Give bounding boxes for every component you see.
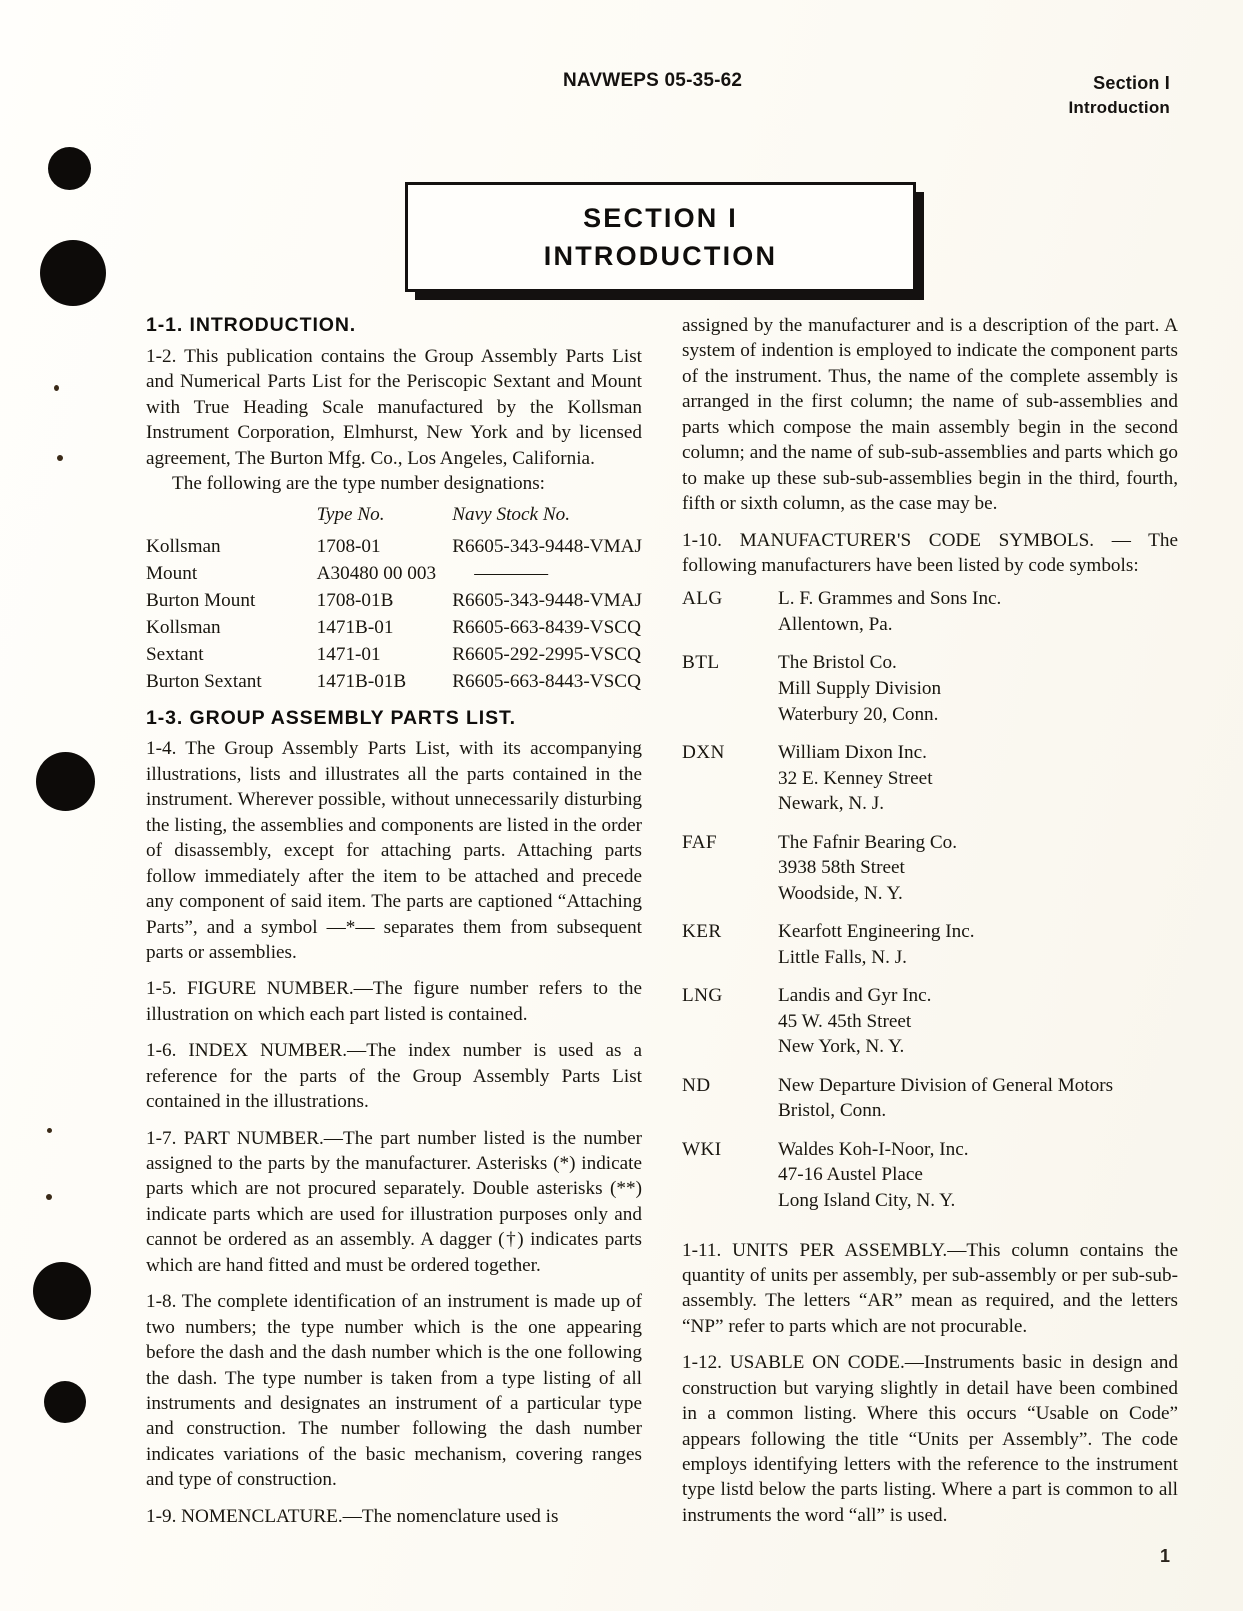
manufacturer-address bbox=[778, 1137, 1113, 1214]
left-column bbox=[146, 313, 642, 1529]
manufacturer-row bbox=[682, 983, 1113, 1073]
manufacturer-address bbox=[778, 919, 1113, 983]
paragraph-1-9: 1-9. NOMENCLATURE.—The nomenclature used is bbox=[146, 1505, 559, 1527]
speck-artifact bbox=[46, 1194, 52, 1200]
col-header-type-no: Type No. bbox=[316, 504, 385, 526]
manufacturer-code: KER bbox=[682, 921, 722, 943]
punch-hole-artifact bbox=[40, 240, 106, 306]
title-box-frame bbox=[405, 182, 916, 292]
manufacturer-address bbox=[778, 1073, 1113, 1137]
manufacturer-address-line: Woodside, N. Y. bbox=[778, 882, 903, 904]
type-number-table-header-row bbox=[146, 502, 642, 533]
type-row-navy-stock-no: R6605-292-2995-VSCQ bbox=[452, 643, 641, 665]
type-number-table bbox=[146, 502, 642, 695]
punch-hole-artifact bbox=[36, 752, 95, 811]
type-row-navy-stock-no: R6605-663-8443-VSCQ bbox=[452, 670, 641, 692]
type-row-navy-stock-no: R6605-343-9448-VMAJ bbox=[452, 535, 642, 557]
manufacturer-address-line: Long Island City, N. Y. bbox=[778, 1190, 956, 1211]
paragraph-1-9-continued: assigned by the manufacturer and is a description of the part. A system of indention is employed to indicate the component parts of the instrument. Thus, the name of the complete assembly is arranged in the first column; the name of sub-assemblies and parts which compose the main assembly begin in the second column; and the name of sub-sub-assemblies and parts which go to make up these sub-sub-assemblies begin in the third, fourth, fifth or sixth column, as the case may be. bbox=[682, 315, 1178, 515]
type-row-name: Burton Mount bbox=[146, 589, 256, 611]
section-label: Section I bbox=[1093, 73, 1170, 93]
punch-hole-artifact bbox=[44, 1381, 86, 1423]
manufacturer-row bbox=[682, 586, 1113, 650]
paragraph-1-2: 1-2. This publication contains the Group Assembly Parts List and Numerical Parts List for the Periscopic Sextant and Mount with True Heading Scale manufactured by the Kollsman Instrument Corporation, Elmhurst, New York and by licensed agreement, The Burton Mfg. Co., Los Angeles, California. bbox=[146, 345, 642, 469]
speck-artifact bbox=[57, 455, 63, 461]
manufacturer-code: ND bbox=[682, 1074, 711, 1096]
heading-1-3: 1-3. GROUP ASSEMBLY PARTS LIST. bbox=[146, 706, 516, 729]
heading-1-1: 1-1. INTRODUCTION. bbox=[146, 314, 357, 336]
type-row-name: Mount bbox=[146, 562, 198, 584]
type-row-name: Kollsman bbox=[146, 616, 221, 638]
manufacturer-address bbox=[778, 830, 1113, 920]
paragraph-1-12: 1-12. USABLE ON CODE.—Instruments basic in design and construction but varying slightly in detail have been combined in a common listing. Where this occurs “Usable on Code” appears following the title “Units per Assembly”. The code employs identifying letters with the reference to the instrument type listd below the parts listing. Where a part is common to all instruments the word “all” is used. bbox=[682, 1352, 1178, 1526]
paragraph-1-4: 1-4. The Group Assembly Parts List, with its accompanying illustrations, lists and illustrates all the parts contained in the instrument. Wherever possible, without unnecessarily disturbing the listing, the assemblies and components are listed in the order of disassembly, except for attaching parts. Attaching parts follow immediately after the item to be attached and precede any component of said item. The parts are captioned “Attaching Parts”, and a symbol —*— separates them from subsequent parts or assemblies. bbox=[146, 738, 642, 963]
manufacturer-address-line: Waldes Koh-I-Noor, Inc. bbox=[778, 1138, 969, 1160]
type-row-name: Sextant bbox=[146, 643, 204, 665]
manufacturer-address bbox=[778, 740, 1113, 830]
manufacturer-address-line: Newark, N. J. bbox=[778, 793, 885, 815]
speck-artifact bbox=[54, 385, 59, 391]
type-row-navy-stock-no: R6605-343-9448-VMAJ bbox=[452, 589, 642, 611]
paragraph-1-10: 1-10. MANUFACTURER'S CODE SYMBOLS. — The following manufacturers have been listed by code symbols: bbox=[682, 529, 1178, 576]
paragraph-1-11: 1-11. UNITS PER ASSEMBLY.—This column contains the quantity of units per assembly, per sub-assembly or per sub-sub-assembly. The letters “AR” mean as required, and the letters “NP” refer to parts which are not procurable. bbox=[682, 1239, 1178, 1337]
manufacturer-address-line: Bristol, Conn. bbox=[778, 1100, 887, 1122]
paragraph-1-7: 1-7. PART NUMBER.—The part number listed is the number assigned to the parts by the manufacturer. Asterisks (*) indicate parts which are not procured separately. Double asterisks (**) indicate parts which are used for illustration purposes only and cannot be ordered as an assembly. A dagger (†) indicates parts which are hand fitted and must be ordered together. bbox=[146, 1127, 642, 1276]
manufacturer-code-table bbox=[682, 586, 1113, 1213]
page-number: 1 bbox=[1159, 1546, 1170, 1566]
document-number: NAVWEPS 05-35-62 bbox=[563, 70, 743, 91]
manufacturer-address-line: New York, N. Y. bbox=[778, 1036, 905, 1058]
type-number-row bbox=[146, 669, 642, 696]
manufacturer-row bbox=[682, 830, 1113, 920]
manufacturer-code-table-body bbox=[682, 586, 1113, 1213]
manufacturer-address-line: 45 W. 45th Street bbox=[778, 1010, 912, 1032]
paragraph-following-intro: The following are the type number designations: bbox=[172, 473, 545, 495]
manufacturer-address-line: The Bristol Co. bbox=[778, 652, 897, 674]
manufacturer-address-line: Kearfott Engineering Inc. bbox=[778, 921, 975, 943]
manufacturer-address-line: William Dixon Inc. bbox=[778, 742, 927, 764]
punch-hole-artifact bbox=[48, 147, 91, 190]
type-number-row bbox=[146, 588, 642, 615]
paragraph-1-8: 1-8. The complete identification of an instrument is made up of two numbers; the type number which is the one appearing before the dash and the dash number which is the one following the dash. The type number is taken from a type listing of all instruments and designates an instrument of a particular type and construction. The number following the dash number indicates variations of the basic mechanism, covering ranges and type of construction. bbox=[146, 1291, 642, 1491]
type-number-row bbox=[146, 534, 642, 561]
manufacturer-address-line: 47-16 Austel Place bbox=[778, 1164, 923, 1186]
manufacturer-code: FAF bbox=[682, 831, 717, 853]
manufacturer-row bbox=[682, 740, 1113, 830]
type-number-row bbox=[146, 642, 642, 669]
manufacturer-address bbox=[778, 650, 1113, 740]
type-row-name: Burton Sextant bbox=[146, 670, 262, 692]
section-title-line1: SECTION I bbox=[583, 202, 738, 233]
manufacturer-code: WKI bbox=[682, 1138, 722, 1160]
section-title-line2: INTRODUCTION bbox=[543, 241, 778, 271]
type-row-type-no: 1708-01 bbox=[316, 535, 381, 557]
col-header-name bbox=[146, 502, 317, 533]
speck-artifact bbox=[47, 1128, 52, 1133]
manufacturer-address-line: Little Falls, N. J. bbox=[778, 946, 907, 968]
type-number-row bbox=[146, 561, 642, 588]
right-column bbox=[682, 313, 1178, 1528]
manufacturer-row bbox=[682, 919, 1113, 983]
type-row-type-no: 1471B-01 bbox=[316, 616, 394, 638]
manufacturer-address-line: L. F. Grammes and Sons Inc. bbox=[778, 588, 1002, 610]
type-number-row bbox=[146, 615, 642, 642]
type-row-type-no: 1471B-01B bbox=[316, 670, 407, 692]
manufacturer-row bbox=[682, 1137, 1113, 1214]
manufacturer-code: BTL bbox=[682, 652, 720, 674]
type-row-name: Kollsman bbox=[146, 535, 221, 557]
col-header-navy-stock-no: Navy Stock No. bbox=[452, 504, 571, 526]
type-row-navy-stock-no: ———— bbox=[474, 562, 547, 584]
manufacturer-address bbox=[778, 983, 1113, 1073]
manufacturer-code: ALG bbox=[682, 588, 723, 610]
type-row-navy-stock-no: R6605-663-8439-VSCQ bbox=[452, 616, 641, 638]
manufacturer-address-line: 3938 58th Street bbox=[778, 857, 905, 879]
manufacturer-address-line: The Fafnir Bearing Co. bbox=[778, 831, 958, 853]
manufacturer-address-line: Mill Supply Division bbox=[778, 677, 942, 699]
manufacturer-code: DXN bbox=[682, 742, 725, 764]
manufacturer-address-line: New Departure Division of General Motors bbox=[778, 1074, 1114, 1096]
punch-hole-artifact bbox=[33, 1262, 91, 1320]
type-number-table-body bbox=[146, 534, 642, 696]
section-title-box bbox=[405, 182, 914, 290]
subject-label: Introduction bbox=[1068, 98, 1170, 118]
manufacturer-row bbox=[682, 650, 1113, 740]
manufacturer-address-line: Waterbury 20, Conn. bbox=[778, 703, 939, 725]
paragraph-1-6: 1-6. INDEX NUMBER.—The index number is used as a reference for the parts of the Group Assembly Parts List contained in the illustrations. bbox=[146, 1040, 642, 1113]
type-row-type-no: 1708-01B bbox=[316, 589, 394, 611]
type-row-type-no: 1471-01 bbox=[316, 643, 381, 665]
manufacturer-row bbox=[682, 1073, 1113, 1137]
manufacturer-address-line: Allentown, Pa. bbox=[778, 613, 893, 635]
manufacturer-address-line: 32 E. Kenney Street bbox=[778, 767, 933, 789]
type-row-type-no: A30480 00 003 bbox=[316, 562, 437, 584]
paragraph-1-5: 1-5. FIGURE NUMBER.—The figure number refers to the illustration on which each part listed is contained. bbox=[146, 978, 642, 1025]
manufacturer-address-line: Landis and Gyr Inc. bbox=[778, 985, 932, 1007]
running-head-right bbox=[1068, 70, 1170, 121]
manufacturer-address bbox=[778, 586, 1113, 650]
manufacturer-code: LNG bbox=[682, 985, 723, 1007]
